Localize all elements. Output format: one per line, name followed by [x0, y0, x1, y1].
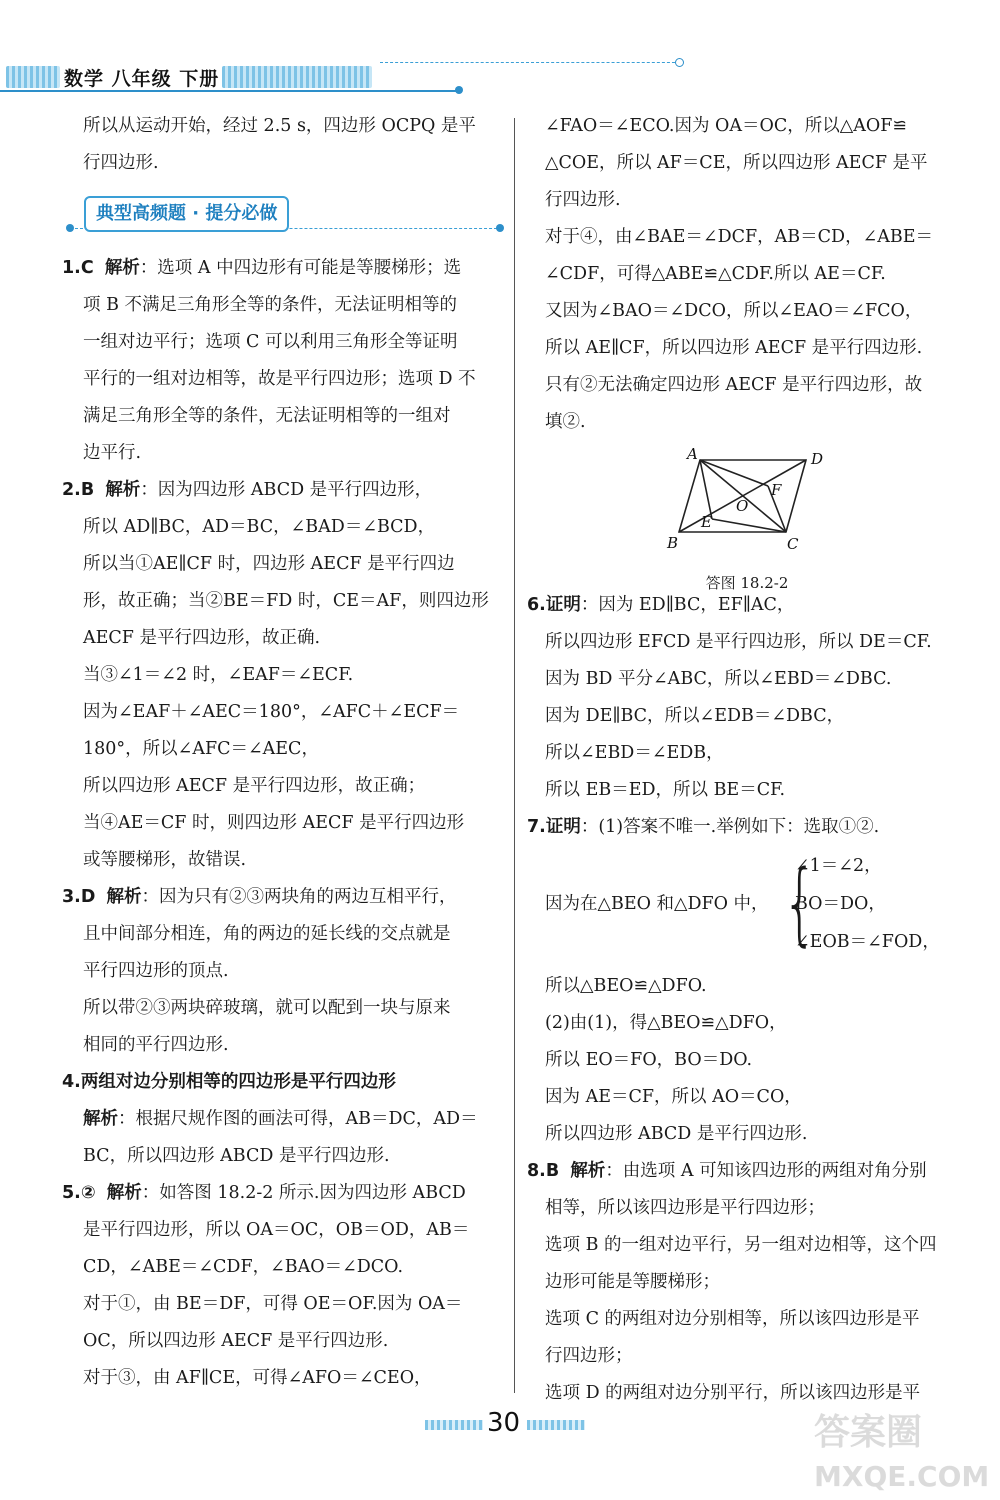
answer-line: 所以 AD∥BC，AD＝BC，∠BAD＝∠BCD， — [83, 517, 436, 537]
answer-line: 所以 AE∥CF，所以四边形 AECF 是平行四边形. — [545, 338, 923, 358]
answer-line: 对于③，由 AF∥CE，可得∠AFO＝∠CEO， — [83, 1368, 432, 1388]
footer-decoration-left — [425, 1420, 483, 1430]
answer-line: (2)由(1)，得△BEO≌△DFO， — [545, 1013, 787, 1033]
vertex-label-c: C — [787, 535, 799, 553]
header-decoration-left — [6, 66, 60, 88]
answer-line: 行四边形； — [545, 1346, 633, 1366]
condition-line: ∠1＝∠2， — [795, 856, 882, 876]
svg-text:答案圈: 答案圈 — [814, 1412, 923, 1453]
answer-line: 对于④，由∠BAE＝∠DCF，AB＝CD，∠ABE＝ — [545, 227, 934, 247]
section-heading — [62, 192, 502, 244]
answer-line: 平行的一组对边相等，故是平行四边形；选项 D 不 — [83, 369, 476, 389]
answer-line: 或等腰梯形，故错误. — [83, 850, 247, 870]
svg-text:MXQE.COM: MXQE.COM — [814, 1460, 990, 1493]
condition-line: ∠EOB＝∠FOD， — [795, 932, 940, 952]
answer-line: 满足三角形全等的条件，无法证明相等的一组对 — [83, 406, 451, 426]
answer-line: ：根据尺规作图的画法可得，AB＝DC，AD＝ — [118, 1109, 478, 1129]
answer-line: 所以 EO＝FO，BO＝DO. — [545, 1050, 753, 1070]
answer-line: 因为 AE＝CF，所以 AO＝CO， — [545, 1087, 802, 1107]
page-number: 30 — [487, 1408, 521, 1438]
header-decoration-bar — [222, 66, 372, 88]
question-number: 3.D — [62, 887, 96, 907]
figure-caption: 答图 18.2-2 — [705, 574, 789, 592]
answer-line: 因为在△BEO 和△DFO 中， — [545, 894, 769, 914]
answer-line: 边形可能是等腰梯形； — [545, 1272, 720, 1292]
parallelogram-diagram — [527, 447, 967, 559]
answer-line: ：选项 A 中四边形有可能是等腰梯形；选 — [139, 258, 462, 278]
answer-line: 行四边形. — [545, 190, 621, 210]
answer-line: 所以△BEO≌△DFO. — [545, 976, 707, 996]
question-5 — [62, 1175, 502, 1397]
answer-line: 平行四边形的顶点. — [83, 961, 229, 981]
answer-line: ：由选项 A 可知该四边形的两组对角分别 — [605, 1161, 927, 1181]
left-column — [62, 108, 502, 1397]
vertex-label-b: B — [667, 534, 679, 552]
congruence-conditions — [527, 846, 967, 968]
answer-line: ：因为四边形 ABCD 是平行四边形， — [140, 480, 433, 500]
point-label-f: F — [771, 481, 782, 499]
answer-line: AECF 是平行四边形，故正确. — [83, 628, 321, 648]
footer-decoration-right — [527, 1420, 585, 1430]
answer-line: 所以四边形 AECF 是平行四边形，故正确； — [83, 776, 426, 796]
answer-line: 选项 B 的一组对边平行，另一组对边相等，这个四 — [545, 1235, 937, 1255]
question-number: 7.证明 — [527, 817, 581, 837]
answer-line: 又因为∠BAO＝∠DCO，所以∠EAO＝∠FCO， — [545, 301, 923, 321]
answer-line: 对于①，由 BE＝DF，可得 OE＝OF.因为 OA＝ — [83, 1294, 463, 1314]
answer-line: 所以带②③两块碎玻璃，就可以配到一块与原来 — [83, 998, 451, 1018]
vertex-label-a: A — [687, 447, 698, 463]
answer-line: 选项 D 的两组对边分别平行，所以该四边形是平 — [545, 1383, 921, 1403]
analysis-label: 解析 — [105, 480, 141, 500]
answer-line: 当③∠1＝∠2 时，∠EAF＝∠ECF. — [83, 665, 354, 685]
answer-line: ：因为 ED∥BC，EF∥AC， — [580, 595, 795, 615]
header-dot — [455, 86, 463, 94]
question-2 — [62, 472, 502, 879]
answer-line: CD，∠ABE＝∠CDF，∠BAO＝∠DCO. — [83, 1257, 404, 1277]
curly-brace: { — [782, 851, 817, 956]
answer-line: 所以四边形 ABCD 是平行四边形. — [545, 1124, 808, 1144]
analysis-label: 解析 — [104, 258, 140, 278]
header-dashed-line — [380, 62, 680, 63]
answer-line: 且中间部分相连，角的两边的延长线的交点就是 — [83, 924, 451, 944]
answer-line: ：如答图 18.2-2 所示.因为四边形 ABCD — [141, 1183, 466, 1203]
parallelogram-figure — [527, 447, 967, 592]
answer-line: OC，所以四边形 AECF 是平行四边形. — [83, 1331, 389, 1351]
vertex-label-d: D — [811, 450, 824, 468]
right-column — [527, 108, 967, 1412]
section-heading-dot — [496, 224, 504, 232]
analysis-label: 解析 — [106, 887, 142, 907]
section-heading-label: 典型高频题 · 提分必做 — [84, 196, 289, 232]
watermark-logo — [810, 1400, 990, 1495]
answer-line: 项 B 不满足三角形全等的条件，无法证明相等的 — [83, 295, 457, 315]
analysis-label: 解析 — [570, 1161, 606, 1181]
question-number: 1.C — [62, 258, 94, 278]
question-number: 8.B — [527, 1161, 560, 1181]
answer-line: 所以∠EBD＝∠EDB， — [545, 743, 724, 763]
question-7 — [527, 809, 967, 1153]
answer-line: 所以当①AE∥CF 时，四边形 AECF 是平行四边 — [83, 554, 455, 574]
question-6 — [527, 587, 967, 809]
answer-line: 因为∠EAF＋∠AEC＝180°，∠AFC＋∠ECF＝ — [83, 702, 460, 722]
intro-line: 行四边形. — [83, 153, 159, 173]
answer-line: 相等，所以该四边形是平行四边形； — [545, 1198, 825, 1218]
answer-line: ∠FAO＝∠ECO.因为 OA＝OC，所以△AOF≌ — [545, 116, 908, 136]
question-answer: 4.两组对边分别相等的四边形是平行四边形 — [62, 1072, 396, 1092]
answer-line: ∠CDF，可得△ABE≌△CDF.所以 AE＝CF. — [545, 264, 886, 284]
header-underline — [0, 90, 460, 92]
question-8 — [527, 1153, 967, 1412]
answer-line: 是平行四边形，所以 OA＝OC，OB＝OD，AB＝ — [83, 1220, 470, 1240]
header-title: 数学 八年级 下册 — [64, 68, 220, 90]
question-number: 6.证明 — [527, 595, 581, 615]
answer-line: 选项 C 的两组对边分别相等，所以该四边形是平 — [545, 1309, 920, 1329]
answer-line: 因为 DE∥BC，所以∠EDB＝∠DBC， — [545, 706, 845, 726]
answer-line: 180°，所以∠AFC＝∠AEC， — [83, 739, 319, 759]
question-4 — [62, 1064, 502, 1175]
point-label-o: O — [736, 497, 749, 515]
answer-line: ：(1)答案不唯一.举例如下：选取①②. — [580, 817, 880, 837]
analysis-label: 解析 — [83, 1109, 118, 1129]
answer-line: 边平行. — [83, 443, 142, 463]
column-divider — [514, 118, 515, 1393]
intro-line: 所以从运动开始，经过 2.5 s，四边形 OCPQ 是平 — [83, 116, 476, 136]
section-heading-dot — [66, 224, 74, 232]
question-number: 2.B — [62, 480, 95, 500]
answer-line: 相同的平行四边形. — [83, 1035, 229, 1055]
point-label-e: E — [701, 513, 712, 531]
answer-line: 所以四边形 EFCD 是平行四边形，所以 DE＝CF. — [545, 632, 932, 652]
question-number: 5.② — [62, 1183, 96, 1203]
answer-line: ：因为只有②③两块角的两边互相平行， — [141, 887, 457, 907]
question-1 — [62, 250, 502, 472]
answer-line: 当④AE＝CF 时，则四边形 AECF 是平行四边形 — [83, 813, 465, 833]
answer-line: 因为 BD 平分∠ABC，所以∠EBD＝∠DBC. — [545, 669, 892, 689]
header-end-dot — [675, 58, 684, 67]
segment-ce — [712, 519, 786, 532]
diagonal-bd — [679, 460, 806, 532]
answer-line: △COE，所以 AF＝CE，所以四边形 AECF 是平 — [545, 153, 928, 173]
question-5-continued — [527, 108, 967, 441]
condition-line: BO＝DO， — [795, 894, 886, 914]
analysis-label: 解析 — [106, 1183, 142, 1203]
answer-line: 形，故正确；当②BE＝FD 时，CE＝AF，则四边形 — [83, 591, 489, 611]
answer-line: 一组对边平行；选项 C 可以利用三角形全等证明 — [83, 332, 458, 352]
answer-line: 填②. — [545, 412, 586, 432]
answer-line: BC，所以四边形 ABCD 是平行四边形. — [83, 1146, 390, 1166]
segment-af — [700, 460, 768, 486]
question-3 — [62, 879, 502, 1064]
answer-line: 只有②无法确定四边形 AECF 是平行四边形，故 — [545, 375, 923, 395]
answer-line: 所以 EB＝ED，所以 BE＝CF. — [545, 780, 786, 800]
